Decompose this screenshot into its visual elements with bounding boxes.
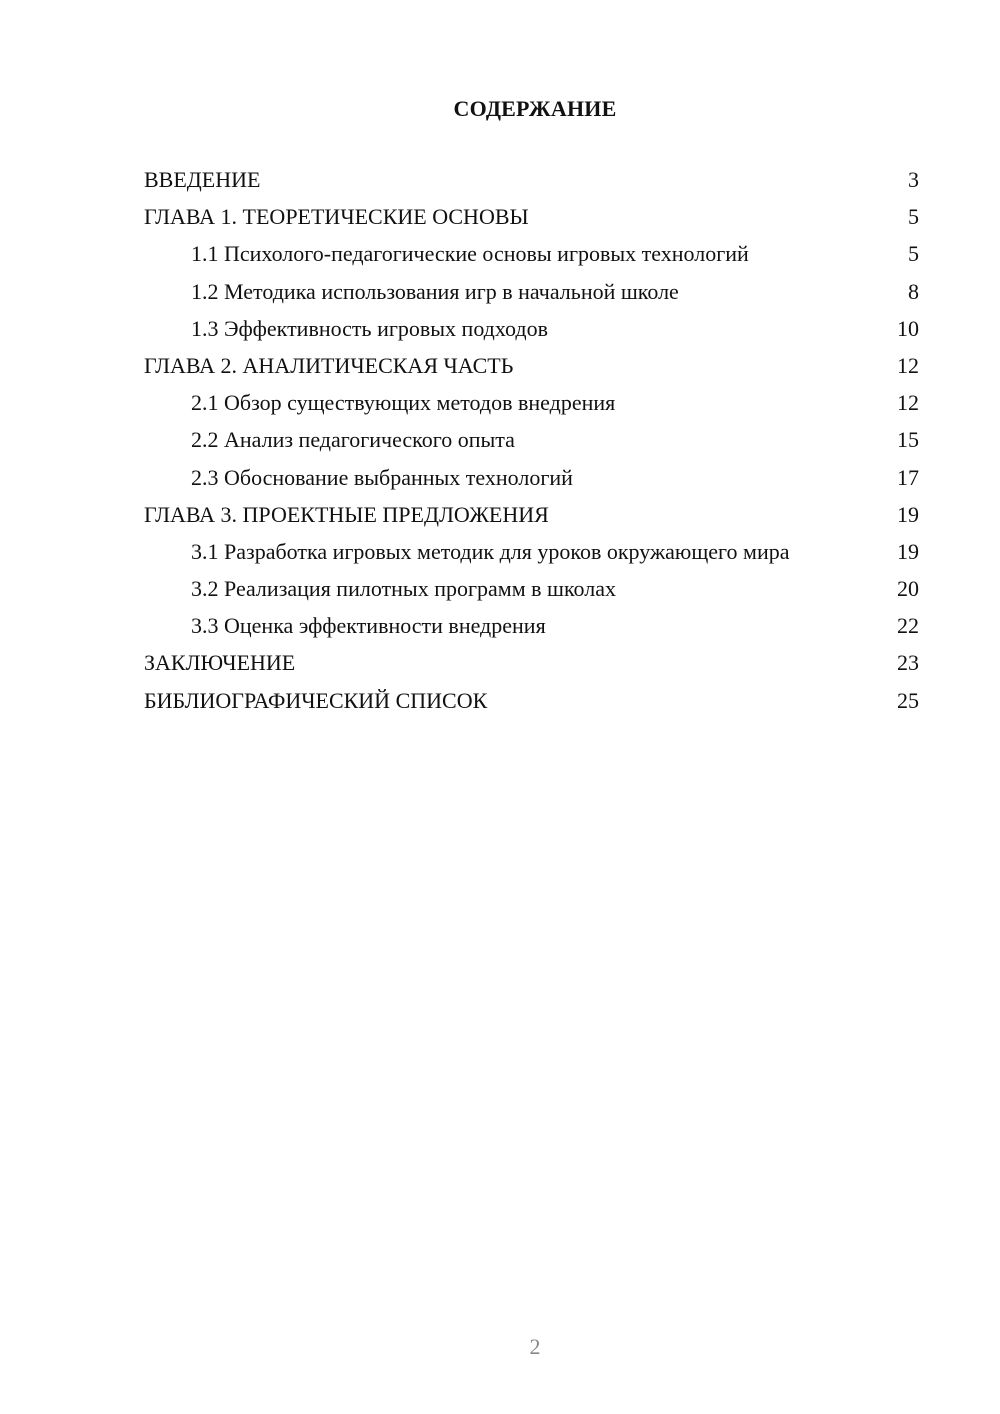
toc-entry-label: ГЛАВА 3. ПРОЕКТНЫЕ ПРЕДЛОЖЕНИЯ bbox=[144, 501, 549, 527]
toc-entry-section-1-3[interactable] bbox=[144, 315, 919, 343]
toc-entry-section-3-1[interactable] bbox=[144, 538, 919, 566]
page-number: 2 bbox=[529, 1334, 541, 1359]
toc-entry-label: 1.1 Психолого-педагогические основы игровых технологий bbox=[191, 241, 749, 267]
toc-entry-label: 2.3 Обоснование выбранных технологий bbox=[191, 464, 573, 490]
toc-entry-label: 2.1 Обзор существующих методов внедрения bbox=[191, 390, 616, 416]
toc-entry-label: БИБЛИОГРАФИЧЕСКИЙ СПИСОК bbox=[144, 687, 488, 713]
toc-entry-page: 12 bbox=[897, 390, 919, 416]
toc-entry-bibliography[interactable] bbox=[144, 687, 919, 715]
toc-entry-label: 1.3 Эффективность игровых подходов bbox=[191, 315, 548, 341]
toc-entry-chapter-3[interactable] bbox=[144, 501, 919, 529]
toc-entry-conclusion[interactable] bbox=[144, 649, 919, 677]
toc-entry-label: 1.2 Методика использования игр в начальной школе bbox=[191, 278, 679, 304]
toc-entry-label: ГЛАВА 2. АНАЛИТИЧЕСКАЯ ЧАСТЬ bbox=[144, 352, 514, 378]
toc-entry-label: ВВЕДЕНИЕ bbox=[144, 167, 261, 192]
toc-title: СОДЕРЖАНИЕ bbox=[453, 96, 617, 121]
toc-entry-section-1-2[interactable] bbox=[144, 278, 919, 306]
toc-entry-label: ЗАКЛЮЧЕНИЕ bbox=[144, 650, 296, 676]
toc-entry-label: 3.2 Реализация пилотных программ в школах bbox=[191, 576, 616, 602]
toc-entry-section-2-3[interactable] bbox=[144, 464, 919, 492]
toc-entry-chapter-2[interactable] bbox=[144, 352, 919, 380]
toc-entry-label: 3.3 Оценка эффективности внедрения bbox=[191, 613, 546, 639]
toc-entry-page: 19 bbox=[897, 501, 919, 527]
toc-entry-section-3-2[interactable] bbox=[144, 575, 919, 603]
toc-entry-label: ГЛАВА 1. ТЕОРЕТИЧЕСКИЕ ОСНОВЫ bbox=[144, 204, 529, 230]
toc-entry-section-2-1[interactable] bbox=[144, 389, 919, 417]
toc-entry-page: 5 bbox=[908, 241, 919, 267]
toc-entry-page: 10 bbox=[897, 315, 919, 341]
toc-entry-page: 17 bbox=[897, 464, 919, 490]
toc-entry-label: 3.1 Разработка игровых методик для уроков окружающего мира bbox=[191, 538, 790, 564]
toc-entry-page: 15 bbox=[897, 427, 919, 453]
toc-entry-chapter-1[interactable] bbox=[144, 203, 919, 231]
toc-entry-page: 23 bbox=[897, 650, 919, 676]
toc-entry-section-3-3[interactable] bbox=[144, 612, 919, 640]
toc-entry-page: 20 bbox=[897, 576, 919, 602]
toc-entry-page: 12 bbox=[897, 352, 919, 378]
toc-entry-page: 5 bbox=[908, 204, 919, 230]
toc-entry-section-1-1[interactable] bbox=[144, 240, 919, 268]
toc-entry-page: 19 bbox=[897, 538, 919, 564]
toc-list bbox=[144, 166, 919, 724]
toc-entry-page: 22 bbox=[897, 613, 919, 639]
toc-entry-page: 3 bbox=[908, 167, 919, 192]
toc-entry-section-2-2[interactable] bbox=[144, 426, 919, 454]
toc-entry-label: 2.2 Анализ педагогического опыта bbox=[191, 427, 515, 453]
toc-entry-page: 25 bbox=[897, 687, 919, 713]
toc-entry-page: 8 bbox=[908, 278, 919, 304]
toc-entry-introduction[interactable] bbox=[144, 166, 919, 194]
